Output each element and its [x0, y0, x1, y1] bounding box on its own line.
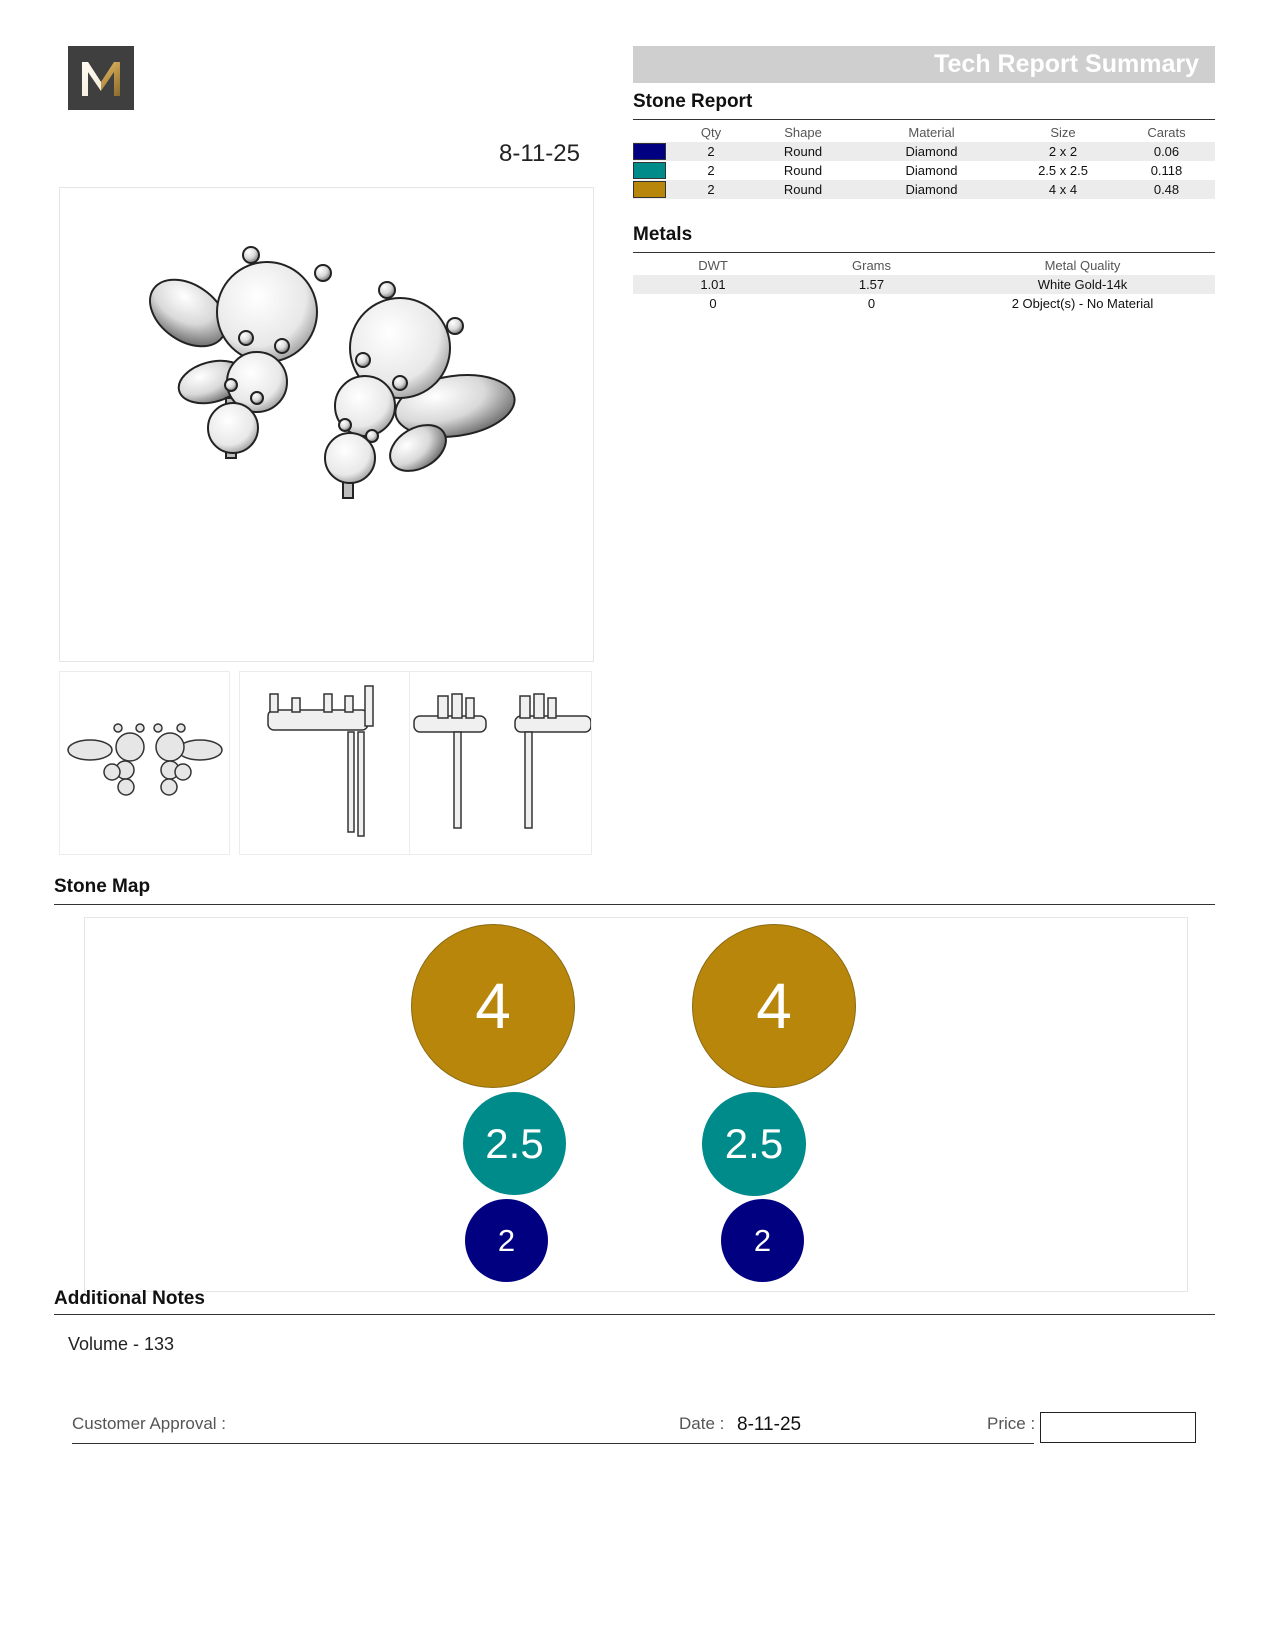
- col-qty: Qty: [700, 125, 722, 140]
- cell-dwt: 0: [709, 296, 717, 311]
- logo-m-icon: [76, 54, 126, 102]
- cell-shape: Round: [783, 163, 823, 178]
- cell-size: 4 x 4: [1008, 180, 1118, 199]
- notes-divider: [54, 1314, 1215, 1315]
- metals-divider: [633, 252, 1215, 253]
- earrings-perspective-image: [60, 188, 593, 661]
- col-grams: Grams: [852, 258, 891, 273]
- earrings-top-view-image: [60, 672, 229, 854]
- table-row: [633, 161, 1215, 180]
- stone-report-divider: [633, 119, 1215, 120]
- approval-date-label: Date :: [679, 1414, 725, 1433]
- color-swatch: [633, 162, 666, 179]
- col-carats: Carats: [1147, 125, 1186, 140]
- thumbnail-side-view[interactable]: [239, 671, 411, 855]
- cell-qty: 2: [707, 163, 715, 178]
- cell-dwt: 1.01: [633, 275, 793, 294]
- col-metal-quality: Metal Quality: [1044, 258, 1121, 273]
- customer-signature-line[interactable]: [72, 1443, 1034, 1444]
- earrings-side-view-image: [240, 672, 410, 854]
- report-title: Tech Report Summary: [934, 50, 1199, 78]
- cell-size: 2.5 x 2.5: [1038, 163, 1088, 178]
- cell-quality: White Gold-14k: [950, 275, 1215, 294]
- cell-shape: Round: [751, 142, 855, 161]
- metals-heading: Metals: [633, 224, 693, 245]
- cell-qty: 2: [671, 180, 751, 199]
- approval-date-value: 8-11-25: [737, 1414, 802, 1435]
- cell-material: Diamond: [855, 180, 1008, 199]
- cell-quality: 2 Object(s) - No Material: [1011, 296, 1154, 311]
- metals-table: [633, 256, 1215, 313]
- additional-notes-heading: Additional Notes: [54, 1288, 205, 1309]
- stone-2mm: 2: [465, 1199, 548, 1282]
- stone-4mm: 4: [411, 924, 575, 1088]
- cell-grams: 0: [867, 296, 876, 311]
- cell-shape: Round: [751, 180, 855, 199]
- table-row: [633, 294, 1215, 313]
- cell-size: 2 x 2: [1008, 142, 1118, 161]
- stone-2-5mm: 2.5: [463, 1092, 566, 1195]
- thumbnail-top-view[interactable]: [59, 671, 230, 855]
- col-dwt: DWT: [698, 258, 728, 273]
- table-row: [633, 142, 1215, 161]
- stone-2mm: 2: [721, 1199, 804, 1282]
- price-label: Price :: [987, 1414, 1036, 1433]
- cell-material: Diamond: [905, 163, 958, 178]
- cell-carats: 0.118: [1150, 163, 1183, 178]
- color-swatch: [633, 181, 666, 198]
- stone-map-panel: [84, 917, 1188, 1292]
- stone-report-header-row: [633, 123, 1215, 142]
- cell-material: Diamond: [855, 142, 1008, 161]
- metals-header-row: [633, 256, 1215, 275]
- cell-qty: 2: [671, 142, 751, 161]
- price-field[interactable]: [1040, 1412, 1196, 1443]
- thumbnail-front-view[interactable]: [409, 671, 592, 855]
- swatch-col-header: [633, 123, 671, 142]
- cell-grams: 1.57: [793, 275, 950, 294]
- customer-approval-label: Customer Approval :: [72, 1414, 227, 1433]
- company-logo: [68, 46, 134, 110]
- col-material: Material: [908, 125, 955, 140]
- stone-2-5mm: 2.5: [702, 1092, 806, 1196]
- earring-render-main: [59, 187, 594, 662]
- stone-report-table: [633, 123, 1215, 199]
- earrings-front-view-image: [410, 672, 591, 854]
- color-swatch: [633, 143, 666, 160]
- stone-report-heading: Stone Report: [633, 91, 753, 112]
- col-size: Size: [1050, 125, 1076, 140]
- col-shape: Shape: [784, 125, 822, 140]
- table-row: [633, 180, 1215, 199]
- title-bar: [633, 46, 1215, 83]
- cell-carats: 0.06: [1118, 142, 1215, 161]
- report-date: 8-11-25: [499, 140, 580, 167]
- table-row: [633, 275, 1215, 294]
- cell-carats: 0.48: [1118, 180, 1215, 199]
- notes-text: Volume - 133: [68, 1334, 175, 1354]
- stone-map-divider: [54, 904, 1215, 905]
- stone-4mm: 4: [692, 924, 856, 1088]
- stone-map-heading: Stone Map: [54, 876, 151, 897]
